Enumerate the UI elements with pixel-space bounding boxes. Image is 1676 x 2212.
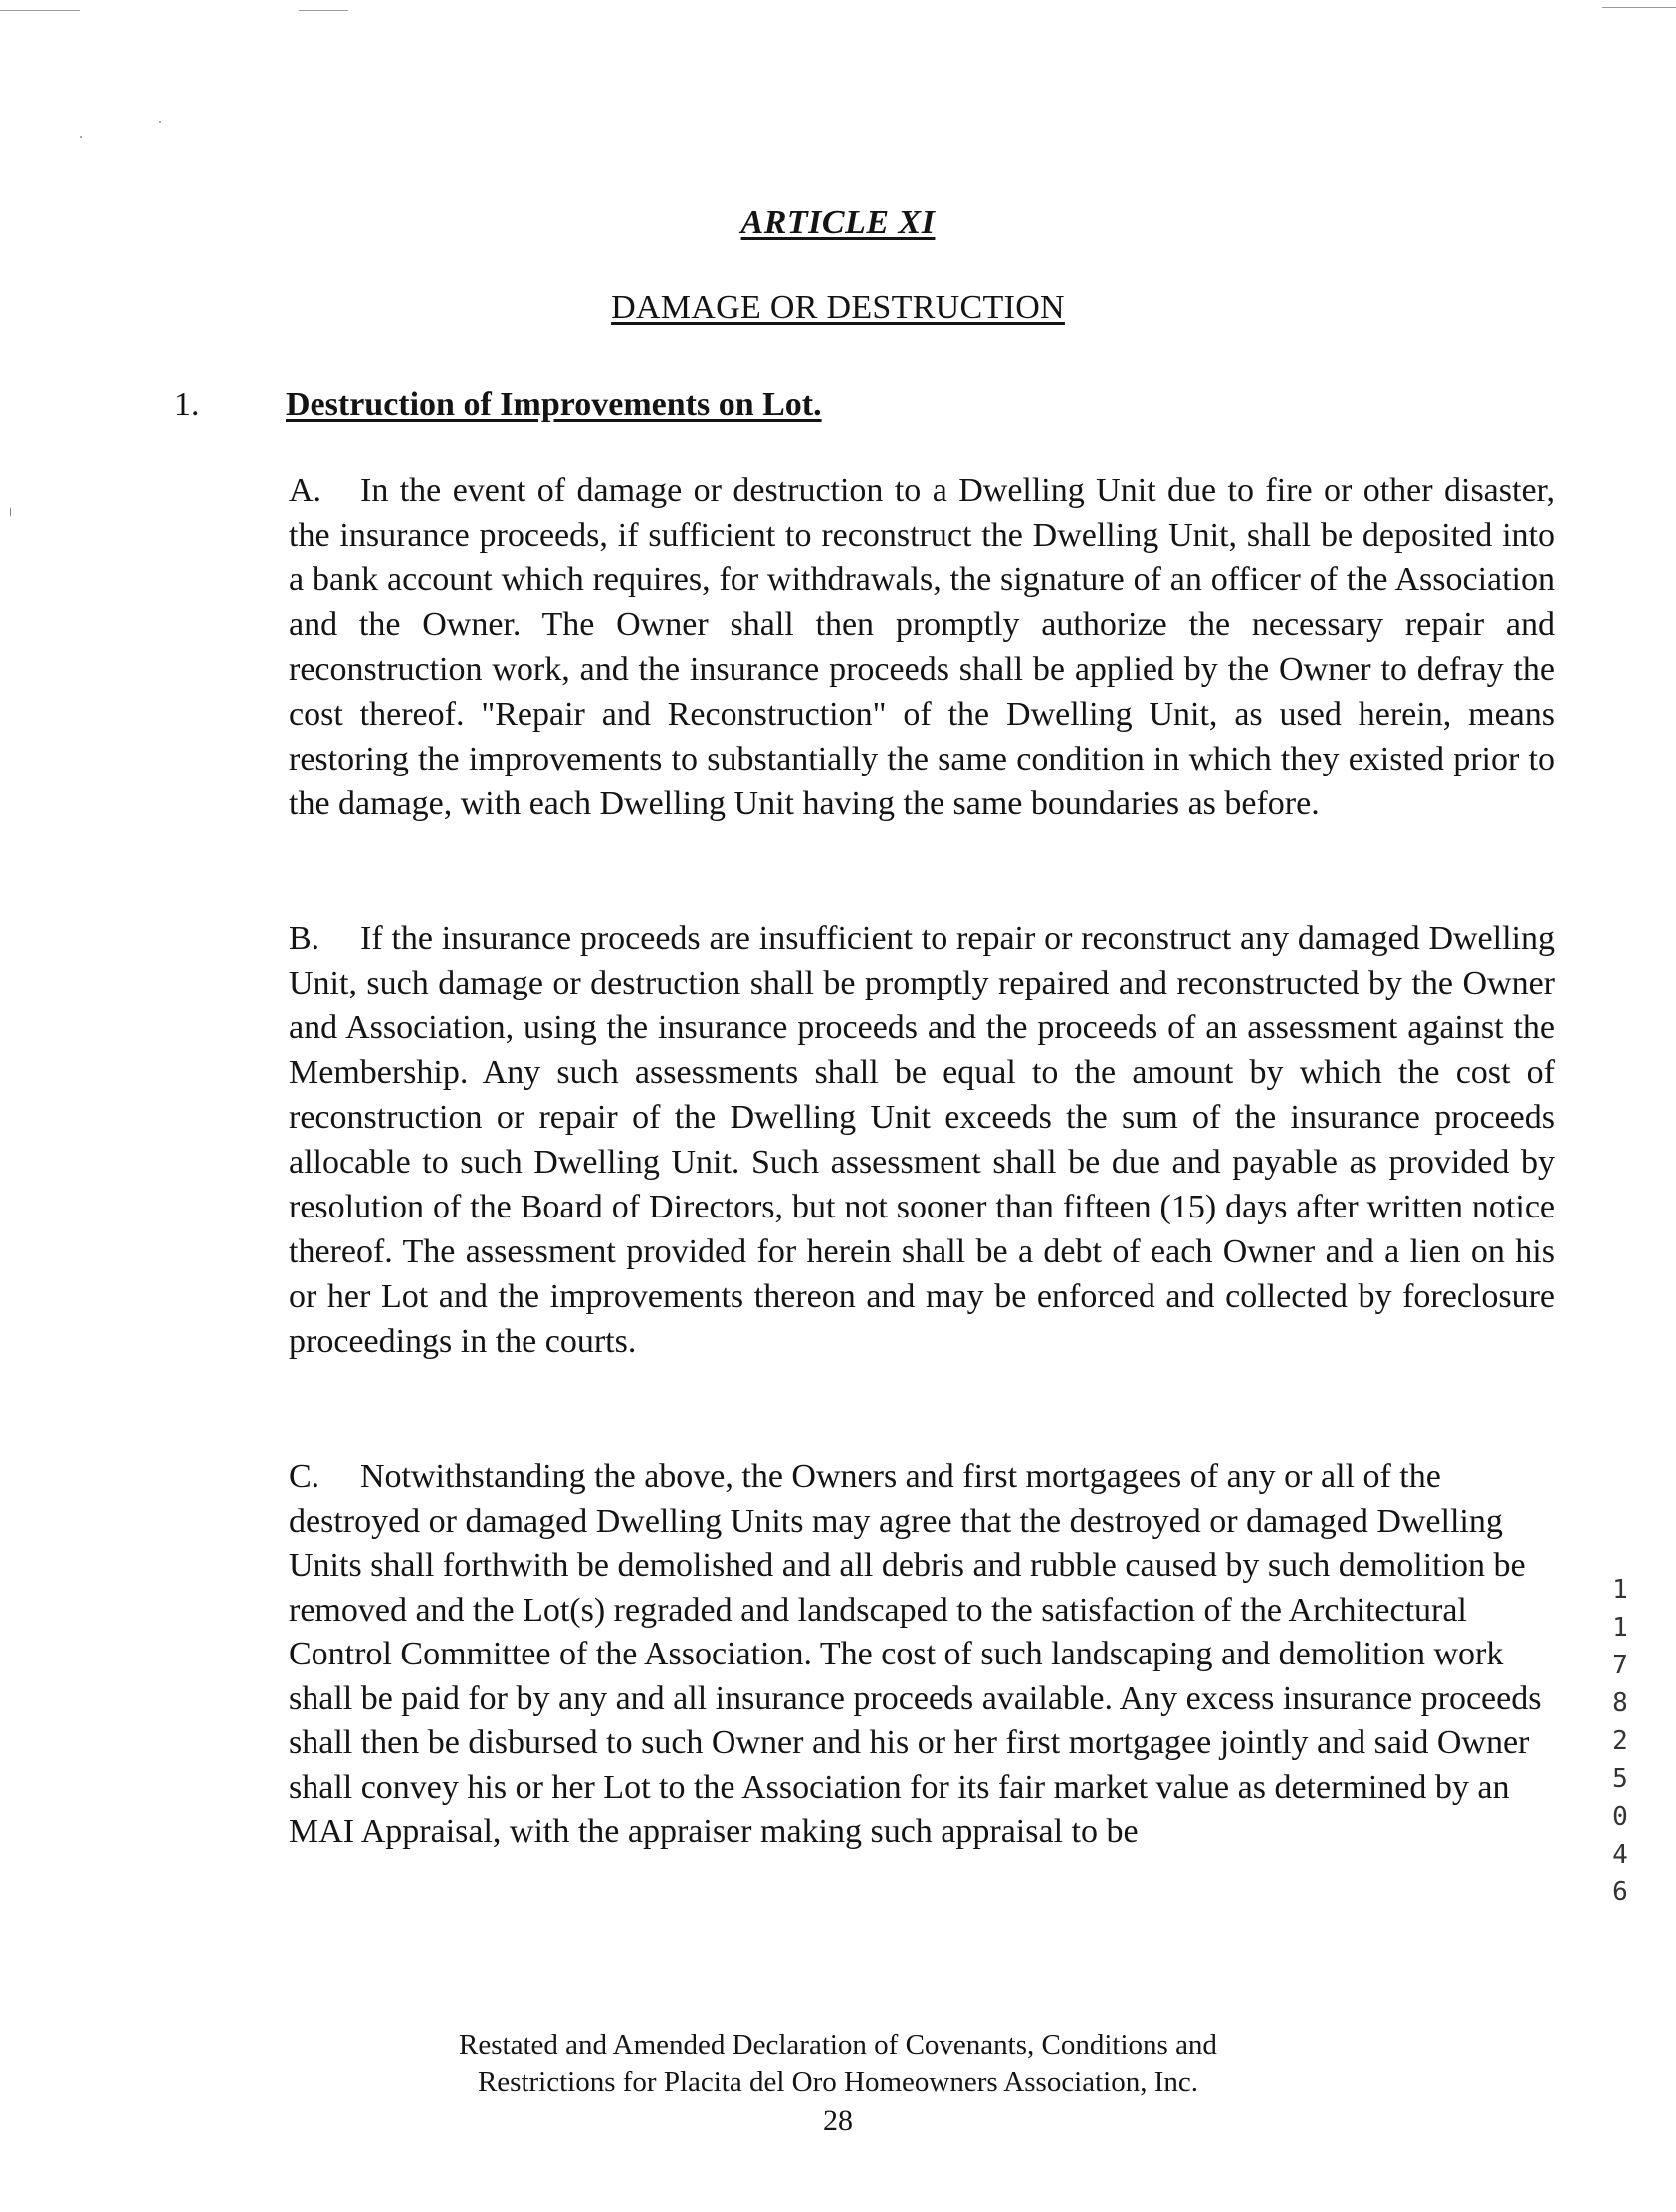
margin-digit: 0: [1612, 1802, 1628, 1832]
margin-recording-number-bottom: [1607, 1760, 1633, 1911]
section-title: Destruction of Improvements on Lot.: [286, 386, 822, 423]
margin-recording-number-top: [1607, 1571, 1633, 1760]
margin-digit: 8: [1612, 1688, 1628, 1718]
margin-digit: 5: [1612, 1764, 1628, 1794]
paragraph-a: [289, 468, 1555, 826]
margin-digit: 4: [1612, 1840, 1628, 1870]
paragraph-c: [289, 1455, 1563, 1855]
section-number: 1.: [174, 386, 200, 423]
paragraph-letter: C.: [289, 1458, 320, 1495]
margin-digit: 7: [1612, 1651, 1628, 1680]
footer-line-2: Restrictions for Placita del Oro Homeowners Association, Inc.: [477, 2066, 1199, 2098]
paragraph-letter: A.: [289, 472, 322, 509]
scan-edge-mark: [1602, 7, 1676, 8]
margin-digit: 1: [1612, 1613, 1628, 1643]
scan-speck: [159, 121, 161, 123]
paragraph-b: [289, 916, 1555, 1364]
article-subtitle: DAMAGE OR DESTRUCTION: [611, 289, 1065, 326]
paragraph-text: If the insurance proceeds are insufficient to repair or reconstruct any damaged Dwelling Unit, such damage or destruction shall be promptly repaired and reconstructed by the Owner and Association, using the insurance proceeds and the proceeds of an assessment against the Membership. Any such assessments shall be equal to the amount by which the cost of reconstruction or repair of the Dwelling Unit exceeds the sum of the insurance proceeds allocable to such Dwelling Unit. Such assessment shall be due and payable as provided by resolution of the Board of Directors, but not sooner than fifteen (15) days after written notice thereof. The assessment provided for herein shall be a debt of each Owner and a lien on his or her Lot and the improvements thereon and may be enforced and collected by foreclosure proceedings in the courts.: [289, 920, 1555, 1360]
margin-digit: 2: [1612, 1726, 1628, 1756]
scan-edge-mark: [299, 10, 348, 11]
paragraph-text: In the event of damage or destruction to a Dwelling Unit due to fire or other disaster, the insurance proceeds, if sufficient to reconstruct the Dwelling Unit, shall be deposited into a bank account which requires, for withdrawals, the signature of an officer of the Association and the Owner. The Owner shall then promptly authorize the necessary repair and reconstruction work, and the insurance proceeds shall be applied by the Owner to defray the cost thereof. "Repair and Reconstruction" of the Dwelling Unit, as used herein, means restoring the improvements to substantially the same condition in which they existed prior to the damage, with each Dwelling Unit having the same boundaries as before.: [289, 472, 1555, 822]
section-heading: [174, 386, 822, 424]
page-number: 28: [823, 2104, 853, 2137]
paragraph-text: Notwithstanding the above, the Owners and first mortgagees of any or all of the destroyed or damaged Dwelling Units may agree that the destroyed or damaged Dwelling Units shall forthwith be demolished and all debris and rubble caused by such demolition be removed and the Lot(s) regraded and landscaped to the satisfaction of the Architectural Control Committee of the Association. The cost of such landscaping and demolition work shall be paid for by any and all insurance proceeds available. Any excess insurance proceeds shall then be disbursed to such Owner and his or her first mortgagee jointly and said Owner shall convey his or her Lot to the Association for its fair market value as determined by an MAI Appraisal, with the appraiser making such appraisal to be: [289, 1458, 1542, 1850]
margin-digit: 6: [1612, 1878, 1628, 1907]
footer-line-1: Restated and Amended Declaration of Covenants, Conditions and: [459, 2029, 1217, 2061]
article-title: ARTICLE XI: [740, 204, 936, 241]
scan-edge-mark: [0, 10, 80, 11]
scan-speck: [80, 136, 82, 138]
margin-digit: 1: [1612, 1575, 1628, 1605]
scan-speck: [10, 508, 11, 516]
paragraph-letter: B.: [289, 920, 320, 957]
